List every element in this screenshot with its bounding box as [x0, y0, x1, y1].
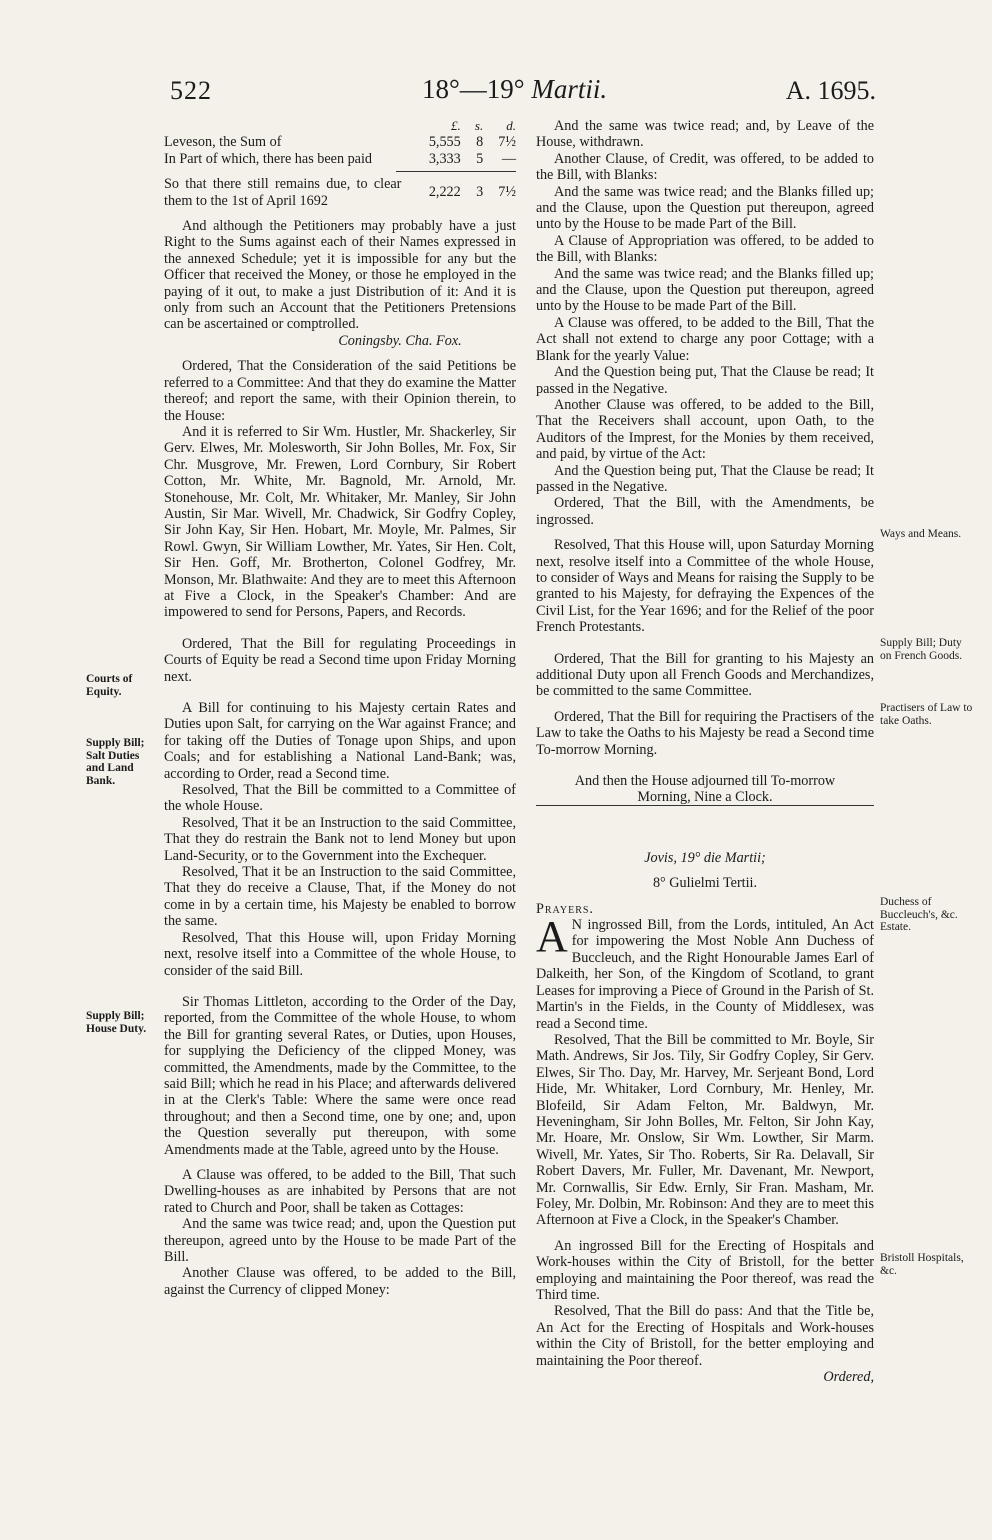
unit-pence: d.	[506, 118, 516, 133]
paragraph-twice-read: And the same was twice read; and, upon the Question put thereupon, agreed unto by the House to be made Part of the Bill.	[164, 1216, 516, 1265]
paragraph-question-negative-1: And the Question being put, That the Clause be read; It passed in the Negative.	[536, 364, 874, 397]
day-heading	[536, 850, 874, 866]
margin-note-ways-means: Ways and Means.	[880, 528, 962, 540]
paragraph-resolved-clause: Resolved, That it be an Instruction to the said Committee, That they do receive a Clause, That, if the Money do not come in by a certain time, his Majesty be enabled to borrow the same.	[164, 864, 516, 930]
paragraph-resolved-friday: Resolved, That this House will, upon Friday Morning next, resolve itself into a Committee of the whole House, to consider of the said Bill.	[164, 929, 516, 979]
margin-note-house-duty: Supply Bill; House Duty.	[86, 1010, 147, 1035]
paragraph-adjourned: And then the House adjourned till To-morrow Morning, Nine a Clock.	[574, 773, 836, 806]
paragraph-bristoll-bill: An ingrossed Bill for the Erecting of Hospitals and Work-houses within the City of Bristoll, for the better employing and maintaining the Poor thereof, was read the Third time.	[536, 1237, 874, 1303]
account-pounds: 5,555	[428, 134, 461, 151]
paragraph-another-clause: Another Clause was offered, to be added to the Bill, against the Currency of clipped Money:	[164, 1265, 516, 1298]
paragraph-littleton-report: Sir Thomas Littleton, according to the Order of the Day, reported, from the Committee of the whole House, to whom the Bill for granting several Rates, or Duties, upon Houses, for supplying the Deficiency of the clipped Money, was committed, the Amendments, made by the Committee, to the said Bill; which he read in his Place; and afterwards delivered in at the Clerk's Table: Where the same were once read throughout; and then a Second time, one by one; and, upon the Question severally put thereupon, with some Amendments made at the Table, agreed unto by the House.	[164, 993, 516, 1158]
paragraph-practisers: Ordered, That the Bill for requiring the Practisers of the Law to take the Oaths to his Majesty be read a Second time To-morrow Morning.	[536, 708, 874, 758]
right-column	[536, 118, 874, 1385]
account-total-table	[164, 176, 516, 209]
account-pence: —	[501, 150, 516, 167]
account-shillings: 5	[476, 150, 484, 167]
unit-shillings: s.	[474, 118, 484, 133]
paragraph-clause-cottages: A Clause was offered, to be added to the Bill, That such Dwelling-houses as are inhabited by Persons that are not rated to Church and Poor, shall be taken as Cottages:	[164, 1166, 516, 1216]
margin-note-buccleuch: Duchess of Buccleuch's, &c. Estate.	[880, 896, 958, 933]
paragraph-question-negative-2: And the Question being put, That the Clause be read; It passed in the Negative.	[536, 462, 874, 495]
account-shillings: 8	[476, 134, 484, 151]
drop-cap: A	[536, 912, 568, 962]
account-label: In Part of which, there has been paid	[164, 150, 373, 167]
paragraph-committee-members: And it is referred to Sir Wm. Hustler, Mr. Shackerley, Sir Gerv. Elwes, Mr. Molesworth, Sir John Bolles, Mr. Fox, Sir Chr. Musgrove, Mr. Frewen, Lord Cornbury, Sir Robert Cotton, Mr. White, Mr. Bagnold, Mr. Arnold, Mr. Stonehouse, Mr. Colt, Mr. Whitaker, Mr. Manley, Sir John Austin, Sir Mar. Wivell, Mr. Chadwick, Sir Godfry Copley, Sir John Kay, Sir Hen. Hobart, Mr. Moyle, Mr. Palmes, Sir Rowl. Gwyn, Sir William Lowther, Mr. Yates, Sir Hen. Colt, Sir Hen. Goff, Mr. Brotherton, Colonel Godfrey, Mr. Monson, Mr. Blathwaite: And they are to meet this Afternoon at Five a Clock, in the Speaker's Chamber: And are impowered to send for Persons, Papers, and Records.	[164, 423, 516, 621]
signatures	[164, 333, 516, 349]
paragraph-buccleuch-bill	[536, 912, 874, 1032]
paragraph-boyle-committee: Resolved, That the Bill be committed to Mr. Boyle, Sir Math. Andrews, Sir Jos. Tily, Sir Godfry Copley, Sir Gerv. Elwes, Sir Tho. Day, Mr. Harvey, Mr. Serjeant Bond, Lord Hide, Mr. Whitaker, Lord Cornbury, Mr. Henley, Mr. Blofeild, Sir Adam Felton, Mr. Baldwyn, Mr. Heveningham, Sir John Bolles, Mr. Felton, Sir John Kay, Mr. Hoare, Mr. Onslow, Sir Wm. Lowther, Sir Marm. Wivell, Mr. Yates, Sir Tho. Roberts, Sir Ra. Delavall, Sir Robert Davers, Mr. Fuller, Mr. Davenant, Mr. Newport, Mr. Cornwallis, Sir Edw. Ernly, Sir Fran. Masham, Mr. Foley, Mr. Dolbin, Mr. Robinson: And they are to meet this Afternoon at Five a Clock, in the Speaker's Chamber.	[536, 1031, 874, 1229]
account-shillings: 3	[476, 184, 484, 201]
account-pounds: 2,222	[428, 184, 461, 201]
paragraph-withdrawn: And the same was twice read; and, by Leave of the House, withdrawn.	[536, 118, 874, 151]
header-date-month: Martii.	[531, 74, 608, 104]
margin-note-practisers: Practisers of Law to take Oaths.	[880, 702, 973, 727]
paragraph-although: And although the Petitioners may probably have a just Right to the Sums against each of their Names expressed in the annexed Schedule; yet it is impossible for any but the Officer that received the Money, or those he employed in the paying of it out, to make a just Distribution of it: And it is only from such an Account that the Petitioners Pretensions can be ascertained or comptrolled.	[164, 218, 516, 333]
paragraph-resolved-committed: Resolved, That the Bill be committed to a Committee of the whole House.	[164, 782, 516, 815]
account-units-row	[164, 118, 516, 134]
margin-note-french-goods: Supply Bill; Duty on French Goods.	[880, 637, 963, 662]
page-header	[160, 76, 876, 116]
unit-pounds: £.	[450, 118, 461, 133]
header-date	[422, 74, 607, 105]
paragraph-do-pass: Resolved, That the Bill do pass: And that the Title be, An Act for the Erecting of Hospitals and Work-houses within the City of Bristoll, for the better employing and maintaining the Poor thereof.	[536, 1303, 874, 1369]
header-year: A. 1695.	[785, 76, 876, 105]
paragraph-salt-bill: A Bill for continuing to his Majesty certain Rates and Duties upon Salt, for carrying on the War against France; and for taking off the Duties of Tonage upon Ships, and upon Coals; and for establishing a National Land-Bank; was, according to Order, read a Second time.	[164, 700, 516, 782]
day-heading-text: Jovis, 19° die Martii;	[644, 849, 766, 866]
account-pence: 7½	[498, 134, 516, 151]
paragraph-credit-clause: Another Clause, of Credit, was offered, to be added to the Bill, with Blanks:	[536, 150, 874, 184]
paragraph-ingrossed: Ordered, That the Bill, with the Amendments, be ingrossed.	[536, 495, 874, 528]
catchword	[536, 1369, 874, 1385]
account-table	[164, 118, 516, 167]
paragraph-blanks-filled-1: And the same was twice read; and the Blanks filled up; and the Clause, upon the Question put thereupon, agreed unto by the House to be made Part of the Bill.	[536, 183, 874, 233]
account-pence: 7½	[498, 184, 516, 201]
paragraph-appropriation: A Clause of Appropriation was offered, to be added to the Bill, with Blanks:	[536, 232, 874, 266]
signatures-text: Coningsby. Cha. Fox.	[338, 332, 462, 349]
regnal-heading: 8° Gulielmi Tertii.	[652, 875, 758, 892]
paragraph-ways-and-means: Resolved, That this House will, upon Saturday Morning next, resolve itself into a Committee of the whole House, to consider of Ways and Means for raising the Supply to be granted to his Majesty, for defraying the Expences of the Civil List, for the Year 1696; and for the Relief of the poor French Protestants.	[536, 537, 874, 636]
account-label: Leveson, the Sum of	[164, 134, 282, 151]
paragraph-buccleuch-text: N ingrossed Bill, from the Lords, intituled, An Act for impowering the Most Noble Ann Duchess of Buccleuch, and the Right Honourable James Earl of Dalkeith, her Son, of the Kingdom of Scotland, to grant Leases for improving a Piece of Ground in the Parish of St. Martin's in the Fields, in the County of Middlesex, was read a Second time.	[536, 917, 874, 1032]
paragraph-receivers-clause: Another Clause was offered, to be added to the Bill, That the Receivers shall account, upon Oath, to the Auditors of the Imprest, for the Monies by them received, and paid, by virtue of the Act:	[536, 396, 874, 463]
left-column	[164, 118, 516, 1298]
catchword-text: Ordered,	[823, 1369, 874, 1386]
account-divider	[396, 171, 516, 172]
paragraph-french-goods: Ordered, That the Bill for granting to his Majesty an additional Duty upon all French Goods and Merchandizes, be committed to the same Committee.	[536, 650, 874, 700]
paragraph-courts-of-equity: Ordered, That the Bill for regulating Proceedings in Courts of Equity be read a Second time upon Friday Morning next.	[164, 635, 516, 685]
account-label: So that there still remains due, to clear them to the 1st of April 1692	[164, 176, 402, 209]
margin-note-courts: Courts of Equity.	[86, 673, 133, 698]
account-pounds: 3,333	[428, 150, 461, 167]
paragraph-blanks-filled-2: And the same was twice read; and the Blanks filled up; and the Clause, upon the Question put thereupon, agreed unto by the House to be made Part of the Bill.	[536, 265, 874, 315]
header-date-days: 18°—19°	[422, 74, 525, 104]
account-row	[164, 134, 516, 150]
account-row	[164, 151, 516, 167]
paragraph-ordered-consideration: Ordered, That the Consideration of the said Petitions be referred to a Committee: And that they do examine the Matter thereof; and report the same, with their Opinion therein, to the House:	[164, 358, 516, 424]
paragraph-resolved-bank: Resolved, That it be an Instruction to the said Committee, That they do restrain the Bank not to lend Money but upon Land-Security, or to the Government into the Exchequer.	[164, 814, 516, 864]
section-divider	[536, 805, 874, 806]
margin-note-salt: Supply Bill; Salt Duties and Land Bank.	[86, 737, 145, 787]
margin-note-bristoll: Bristoll Hospitals, &c.	[880, 1252, 964, 1277]
page-number: 522	[170, 76, 212, 105]
account-row	[164, 176, 516, 209]
paragraph-poor-cottage: A Clause was offered, to be added to the Bill, That the Act shall not extend to charge any poor Cottage; with a Blank for the yearly Value:	[536, 314, 874, 364]
prayers-heading: Prayers.	[536, 900, 594, 917]
